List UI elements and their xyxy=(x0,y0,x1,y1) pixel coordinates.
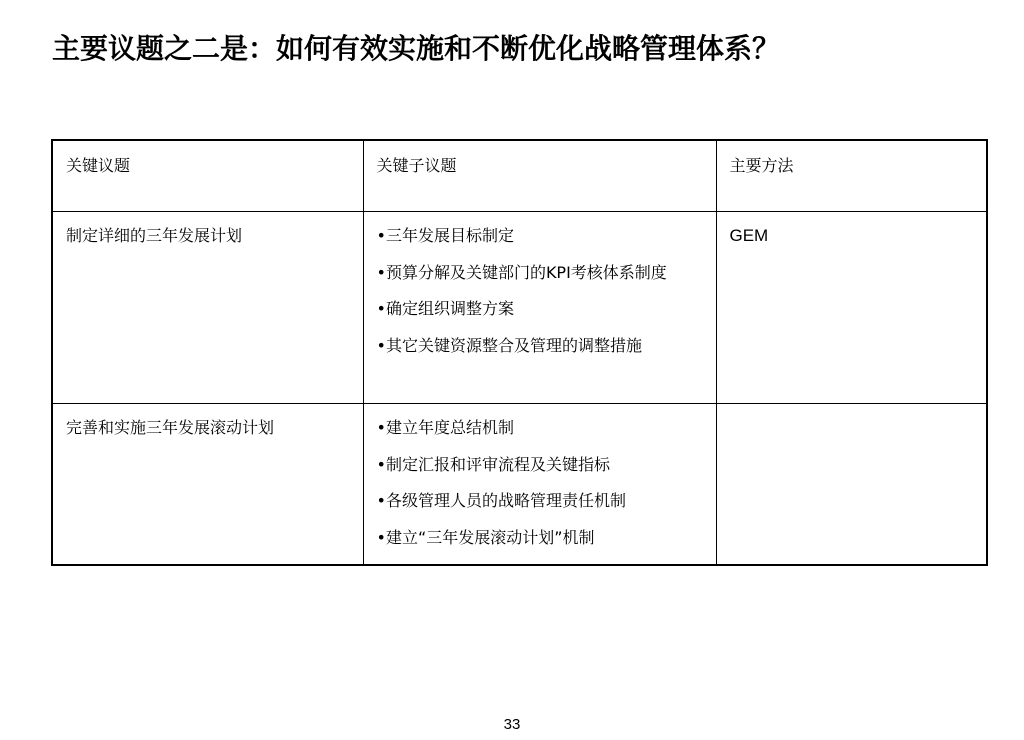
list-item: •建立年度总结机制 xyxy=(376,418,514,437)
table-row xyxy=(52,404,987,566)
method-cell xyxy=(716,404,987,566)
issue-cell xyxy=(52,212,363,404)
table-header-row xyxy=(52,140,987,212)
method-text: GEM xyxy=(729,226,769,245)
header-key-issue: 关键议题 xyxy=(66,156,131,175)
header-cell-key-issue xyxy=(52,140,363,212)
issue-text: 完善和实施三年发展滚动计划 xyxy=(66,418,275,437)
slide-title: 主要议题之二是：如何有效实施和不断优化战略管理体系？ xyxy=(52,32,781,65)
sub-issues-cell xyxy=(363,212,716,404)
table-row xyxy=(52,212,987,404)
header-sub-issue: 关键子议题 xyxy=(376,156,457,175)
list-item: •确定组织调整方案 xyxy=(376,299,514,318)
list-item: •三年发展目标制定 xyxy=(376,226,514,245)
list-item: •建立“三年发展滚动计划”机制 xyxy=(376,527,595,547)
header-cell-sub-issue xyxy=(363,140,716,212)
header-method: 主要方法 xyxy=(729,156,794,175)
issues-table xyxy=(51,139,988,566)
list-item: •各级管理人员的战略管理责任机制 xyxy=(376,491,626,510)
method-cell xyxy=(716,212,987,404)
header-cell-method xyxy=(716,140,987,212)
sub-issues-cell xyxy=(363,404,716,566)
list-item: •其它关键资源整合及管理的调整措施 xyxy=(376,335,642,355)
page-number: 33 xyxy=(503,716,521,733)
sub-issues-list xyxy=(377,218,704,364)
issue-text: 制定详细的三年发展计划 xyxy=(66,226,243,245)
sub-issues-list xyxy=(377,410,704,556)
list-item: •制定汇报和评审流程及关键指标 xyxy=(376,454,610,474)
issue-cell xyxy=(52,404,363,566)
list-item: •预算分解及关键部门的KPI考核体系制度 xyxy=(376,262,667,282)
